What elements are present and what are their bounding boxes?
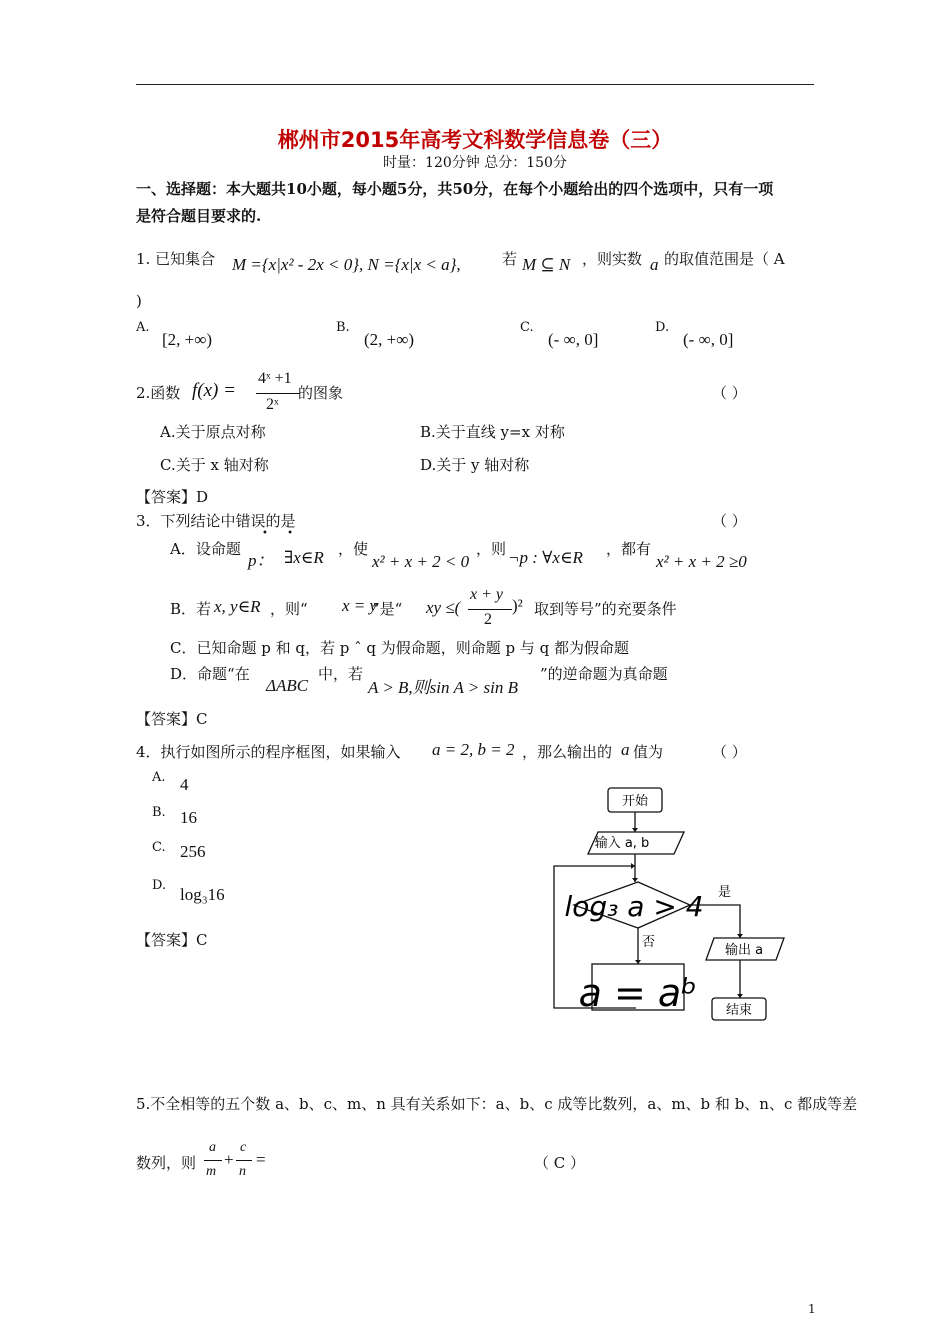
q3-b-xy: x, y∈R bbox=[214, 597, 261, 616]
q3-b-fraction-bar bbox=[468, 609, 512, 610]
q4-rest2: 值为 bbox=[633, 743, 664, 761]
q3-b-text: B．若 bbox=[170, 600, 212, 618]
q3-b-eq: x = y bbox=[342, 596, 378, 615]
q1-option-c-label: C. bbox=[520, 320, 534, 335]
flow-yes-label: 是 bbox=[718, 885, 732, 900]
flow-start-label: 开始 bbox=[621, 794, 649, 809]
q3-answer: 【答案】C bbox=[136, 710, 208, 728]
q3-lead: 3．下列结论中错误的是 bbox=[136, 512, 296, 530]
flow-end-label: 结束 bbox=[725, 1003, 753, 1018]
q3-a-all: ，都有 bbox=[606, 540, 652, 558]
flowchart bbox=[540, 780, 800, 1030]
q3-b-rest: 取到等号”的充要条件 bbox=[534, 600, 677, 618]
q2-rest: 的图象 bbox=[298, 384, 344, 402]
q3-emphasis-dots: • • bbox=[262, 528, 301, 539]
q4-option-c-value: 256 bbox=[180, 842, 206, 861]
q2-answer: 【答案】D bbox=[136, 488, 209, 506]
section-heading-line1: 一、选择题：本大题共10小题，每小题5分，共50分，在每个小题给出的四个选项中，只有一项 bbox=[136, 180, 774, 198]
q3-b-pow: )² bbox=[512, 596, 523, 615]
q1-then: ，则实数 bbox=[582, 250, 643, 268]
q5-line1: 5.不全相等的五个数 a、b、c、m、n 具有关系如下：a、b、c 成等比数列，a、m、b 和 b、n、c 都成等差 bbox=[136, 1095, 858, 1113]
q1-a: a bbox=[650, 255, 659, 274]
q1-option-c-value: (- ∞, 0] bbox=[548, 330, 599, 349]
q1-close: ) bbox=[136, 292, 142, 310]
q5-equals: = bbox=[256, 1150, 266, 1169]
q3-d-text: D．命题“在 bbox=[170, 665, 250, 683]
q5-frac2-num: c bbox=[240, 1140, 247, 1155]
page-subtitle: 时量：120分钟 总分：150分 bbox=[383, 155, 567, 171]
page-number: 1 bbox=[808, 1302, 816, 1316]
q2-lead: 2.函数 bbox=[136, 384, 181, 402]
q5-answer-paren: （ C ） bbox=[534, 1154, 586, 1172]
q2-option-b: B.关于直线 y=x 对称 bbox=[420, 423, 565, 441]
q3-a-text: A．设命题 bbox=[170, 540, 241, 558]
q1-subset: M ⊆ N bbox=[522, 255, 571, 274]
q2-option-c: C.关于 x 轴对称 bbox=[160, 456, 269, 474]
q5-frac1-bar bbox=[204, 1160, 222, 1161]
q2-numerator: 4ˣ +1 bbox=[258, 370, 292, 387]
q4-option-a-label: A. bbox=[152, 770, 166, 785]
q1-sets: M ={x|x² - 2x < 0}, N ={x|x < a}, bbox=[232, 255, 461, 274]
q4-a: a bbox=[621, 740, 630, 759]
q3-a-neg: ¬p : ∀x∈R bbox=[508, 548, 583, 567]
q2-fraction-bar bbox=[256, 393, 300, 394]
page-title: 郴州市2015年高考文科数学信息卷（三） bbox=[277, 128, 673, 152]
flow-decision-label: log₃ a > 4 bbox=[564, 890, 704, 923]
q1-option-b-label: B. bbox=[336, 320, 350, 335]
q3-a-ineq2: x² + x + 2 ≥0 bbox=[656, 552, 747, 571]
q5-plus: + bbox=[224, 1150, 234, 1169]
q1-option-a-value: [2, +∞) bbox=[162, 330, 213, 349]
flow-input-label: 输入 a, b bbox=[594, 836, 650, 851]
q1-option-b-value: (2, +∞) bbox=[364, 330, 415, 349]
q3-answer-paren: （ ） bbox=[712, 512, 747, 530]
q2-answer-paren: （ ） bbox=[712, 384, 747, 402]
q2-denominator: 2ˣ bbox=[266, 396, 279, 413]
q1-option-d-value: (- ∞, 0] bbox=[683, 330, 734, 349]
flow-assign-label: a = aᵇ bbox=[578, 971, 698, 1015]
q3-d-mid: 中，若 bbox=[318, 665, 364, 683]
q4-option-b-label: B. bbox=[152, 805, 166, 820]
q3-c-text: C．已知命题 p 和 q，若 p ˆ q 为假命题，则命题 p 与 q 都为假命题 bbox=[170, 639, 630, 657]
q1-if: 若 bbox=[502, 250, 518, 268]
q3-a-then: ，则 bbox=[476, 540, 507, 558]
q3-a-use: ，使 bbox=[338, 540, 369, 558]
q4-rest: ，那么输出的 bbox=[522, 743, 613, 761]
q2-option-d: D.关于 y 轴对称 bbox=[420, 456, 530, 474]
q2-fx: f(x) = bbox=[192, 380, 236, 401]
q4-answer-paren: （ ） bbox=[712, 743, 747, 761]
q4-option-b-value: 16 bbox=[180, 808, 197, 827]
q1-lead: 1. 已知集合 bbox=[136, 250, 216, 268]
q3-a-p: p： bbox=[248, 551, 274, 570]
q3-a-exists: ∃x∈R bbox=[284, 548, 324, 567]
q5-frac2-bar bbox=[236, 1160, 252, 1161]
q4-option-a-value: 4 bbox=[180, 775, 189, 794]
q5-frac1-den: m bbox=[206, 1164, 217, 1179]
q4-input: a = 2, b = 2 bbox=[432, 740, 515, 759]
q4-option-d-label: D. bbox=[152, 878, 167, 893]
q4-lead: 4．执行如图所示的程序框图，如果输入 bbox=[136, 743, 401, 761]
q3-b-denominator: 2 bbox=[484, 611, 492, 628]
q3-b-is: ”是“ bbox=[372, 600, 403, 618]
q3-d-triangle: ΔABC bbox=[266, 676, 309, 695]
q3-b-then: ，则“ bbox=[270, 600, 308, 618]
q4-option-c-label: C. bbox=[152, 840, 166, 855]
q1-option-a-label: A. bbox=[136, 320, 150, 335]
q5-line2: 数列，则 bbox=[136, 1154, 197, 1172]
header-rule bbox=[136, 84, 814, 85]
q1-option-d-label: D. bbox=[655, 320, 670, 335]
q3-b-numerator: x + y bbox=[470, 586, 503, 603]
flow-no-label: 否 bbox=[642, 935, 656, 950]
flow-output-label: 输出 a bbox=[724, 943, 764, 958]
q5-frac2-den: n bbox=[239, 1164, 246, 1179]
q3-d-condition: A > B,则sin A > sin B bbox=[368, 678, 518, 697]
q2-option-a: A.关于原点对称 bbox=[160, 423, 266, 441]
q5-frac1-num: a bbox=[209, 1140, 216, 1155]
q1-rest: 的取值范围是（ A bbox=[664, 250, 785, 268]
q3-a-ineq: x² + x + 2 < 0 bbox=[372, 552, 470, 571]
q3-d-rest: ”的逆命题为真命题 bbox=[540, 665, 668, 683]
q3-b-xy2: xy ≤( bbox=[426, 598, 461, 617]
q4-option-d-value: log₃16 bbox=[180, 885, 225, 904]
section-heading-line2: 是符合题目要求的. bbox=[136, 207, 262, 225]
q4-answer: 【答案】C bbox=[136, 931, 208, 949]
